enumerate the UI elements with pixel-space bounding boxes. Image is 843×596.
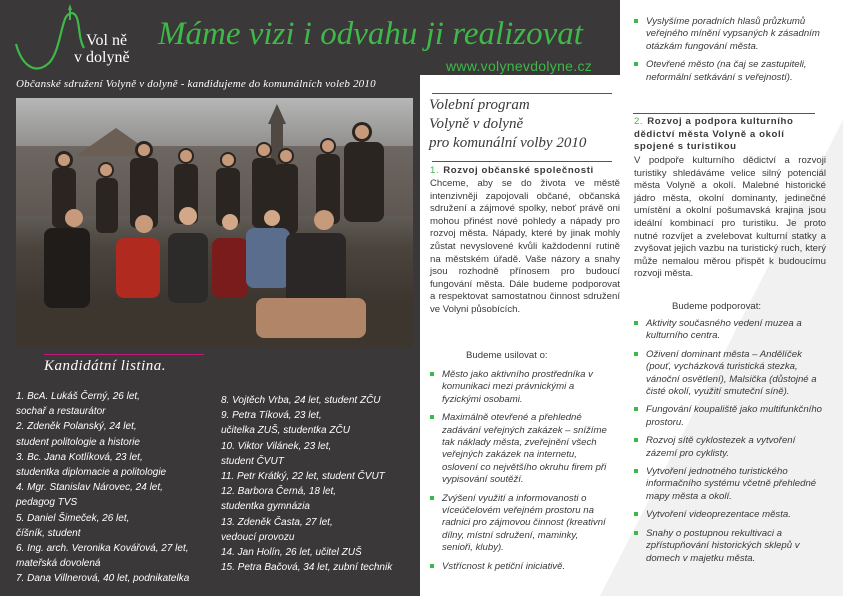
logo-wordmark	[74, 32, 130, 66]
list-item-text: Vytvoření jednotného turistického informačního systému včetně přehledné mapy města a okolí.	[646, 466, 817, 502]
candidate-line: pedagog TVS	[16, 497, 78, 509]
list-item	[430, 561, 610, 573]
list-item-text: Maximálně otevřené a přehledné zadávání veřejných zakázek – snížíme tak náklady města, zveřejnění všech veřejných zakázek na internetu, oslovení co největšího okruhu firem při vypisování soutěží.	[442, 412, 607, 486]
candidate-line: student ČVUT	[221, 455, 284, 467]
bullet-square-icon	[634, 19, 638, 23]
candidate-line: 4. Mgr. Stanislav Nárovec, 24 let,	[16, 482, 163, 494]
candidate-line: 13. Zdeněk Časta, 27 let,	[221, 516, 333, 528]
candidate-list-column-2	[221, 393, 421, 575]
bullet-square-icon	[430, 415, 434, 419]
section-2-body: V podpoře kulturního dědictví a rozvoji turistiky shledáváme velice silný potenciál města Volyně a okolí. Malebné historické jádro města, okolní dominanty, jedinečné umístění a okolní pošumavská krajina jsou ideální kombinací pro turistiku. Je proto nutné rozvíjet a zvelebovat kulturní statky a zvyšovat jejich vazbu na turistický ruch, který může nemalou měrou přispět k budoucímu rozvoji města.	[634, 155, 826, 280]
header	[0, 0, 620, 75]
list-item	[430, 369, 610, 406]
section-2-title-1: Rozvoj a podpora kulturního	[647, 116, 794, 127]
candidate-line: 14. Jan Holín, 26 let, učitel ZUŠ	[221, 547, 362, 559]
candidate-line: 11. Petr Krátký, 22 let, student ČVUT	[221, 471, 385, 483]
list-item-text: Oživení dominant města – Andělíček (pouť, vycházková turistická stezka, vánoční osvětlení), Malsička (důstojné a čisté okolí, využití smuteční síně).	[646, 348, 817, 398]
candidate-line: 9. Petra Tíková, 23 let,	[221, 410, 322, 422]
bullet-square-icon	[634, 531, 638, 535]
list-item-text: Aktivity současného vedení muzea a kulturního centra.	[646, 318, 802, 342]
candidate-title-rule	[44, 354, 204, 355]
list-item-text: Rozvoj sítě cyklostezek a vytvoření zázemí pro cyklisty.	[646, 435, 796, 459]
section-2-lead: Budeme podporovat:	[672, 301, 762, 312]
logo-line-1: Vol ně	[86, 32, 128, 49]
section-2-heading	[634, 116, 826, 154]
candidate-line: 5. Daniel Šimeček, 26 let,	[16, 512, 130, 524]
list-item-text: Vstřícnost k petiční iniciativě.	[442, 560, 566, 572]
list-item	[634, 509, 826, 521]
candidate-line: 6. Ing. arch. Veronika Kovářová, 27 let,	[16, 543, 189, 555]
bullet-square-icon	[634, 321, 638, 325]
group-photo-graphic	[16, 98, 413, 348]
list-item-text: Snahy o postupnou rekultivaci a zpřístupňování historických sklepů v domech v majetku města.	[646, 527, 800, 564]
program-title-rule-top	[432, 93, 612, 94]
list-item	[430, 493, 610, 555]
candidate-line: student politologie a historie	[16, 436, 140, 448]
list-item	[634, 16, 824, 53]
candidate-line: učitelka ZUŠ, studentka ZČU	[221, 425, 350, 437]
candidate-line: sochař a restaurátor	[16, 406, 106, 418]
section-2-title-line-2: dědictví města Volyně a okolí	[634, 128, 785, 140]
list-item-text: Vyslyšíme poradních hlasů průzkumů veřejného mínění vypsaných k zásadním otázkám fungování města.	[646, 16, 820, 52]
list-item-text: Město jako aktivního prostředníka v komunikaci mezi právnickými a fyzickými osobami.	[442, 369, 593, 405]
section-2-title-line-1	[634, 116, 826, 129]
bullet-square-icon	[430, 496, 434, 500]
program-title-line-1: Volební program	[429, 97, 530, 113]
website-link[interactable]: www.volynevdolyne.cz	[446, 58, 593, 74]
candidate-line: číšník, student	[16, 527, 81, 539]
list-item	[430, 412, 610, 486]
group-photo	[16, 98, 413, 348]
candidate-line: 15. Petra Bačová, 34 let, zubní technik	[221, 562, 393, 574]
section-1-list	[430, 369, 610, 573]
logo	[14, 4, 138, 74]
list-item	[634, 59, 824, 84]
program-title	[429, 96, 586, 153]
list-item	[634, 466, 826, 503]
candidate-line: studentka diplomacie a politologie	[16, 467, 167, 479]
section-2-number: 2.	[634, 116, 644, 127]
candidate-line: studentka gymnázia	[221, 501, 310, 513]
list-item	[634, 528, 826, 565]
section-1-lead: Budeme usilovat o:	[466, 350, 548, 361]
bullet-square-icon	[634, 512, 638, 516]
subtitle: Občanské sdružení Volyně v dolyně - kandidujeme do komunálních voleb 2010	[16, 78, 376, 90]
list-item	[634, 435, 826, 460]
bullet-square-icon	[430, 372, 434, 376]
program-title-rule-bottom	[432, 161, 612, 162]
list-item-text: Otevřené město (na čaj se zastupiteli, neformální setkávání s veřejností).	[646, 59, 807, 83]
list-item	[634, 404, 826, 429]
candidate-line: 1. BcA. Lukáš Černý, 26 let,	[16, 391, 140, 402]
bullet-square-icon	[634, 407, 638, 411]
list-item-text: Fungování koupaliště jako multifunkčního prostoru.	[646, 404, 822, 428]
candidate-line: 8. Vojtěch Vrba, 24 let, student ZČU	[221, 395, 381, 406]
section-2-list	[634, 318, 826, 565]
bullet-square-icon	[634, 62, 638, 66]
list-item	[634, 349, 826, 399]
bullet-square-icon	[634, 352, 638, 356]
section-1-number: 1.	[430, 165, 440, 176]
candidate-line: 12. Barbora Černá, 18 let,	[221, 486, 337, 498]
program-title-line-2: Volyně v dolyně	[429, 116, 524, 132]
right-top-list	[634, 16, 824, 84]
section-1-title: Rozvoj občanské společnosti	[443, 165, 594, 176]
section-1-heading	[430, 165, 594, 176]
slogan: Máme vizi i odvahu ji realizovat	[158, 16, 583, 52]
bullet-square-icon	[634, 438, 638, 442]
candidate-list-column-1	[16, 389, 216, 587]
candidate-list-title: Kandidátní listina.	[44, 358, 167, 374]
candidate-line: 3. Bc. Jana Kotlíková, 23 let,	[16, 451, 143, 463]
section-1-body: Chceme, aby se do života ve městě intenzivněji zapojovali občané, občanská sdružení a zájmové spolky, neboť právě oni mohou přinést nové pohledy a nápady pro rozvoj města. Nápady, které by jinak mohly zůstat nevyslovené kvůli každodenní rutině na městském úřadě. Vaše názory a snahy jsou rozhodně přínosem pro budoucí fungování města. Dále budeme podporovat a respektovat samostatnou činnost sdružení ve Volyni působících.	[430, 178, 620, 315]
section-2-title-line-3: spojené s turistikou	[634, 141, 737, 153]
bullet-square-icon	[634, 469, 638, 473]
list-item-text: Zvýšení využití a informovanosti o víceúčelovém veřejném prostoru na radnici pro zájmovou činnost (kreativní dílny, místní sdružení, maminky, senioři, kluby).	[442, 492, 606, 554]
candidate-line: 2. Zdeněk Polanský, 24 let,	[16, 421, 137, 433]
candidate-line: 7. Dana Villnerová, 40 let, podnikatelka	[16, 573, 190, 585]
list-item	[634, 318, 826, 343]
candidate-line: mateřská dovolená	[16, 558, 101, 570]
list-item-text: Vytvoření videoprezentace města.	[646, 509, 791, 521]
logo-line-2: v dolyně	[74, 49, 130, 66]
program-title-line-3: pro komunální volby 2010	[429, 135, 587, 151]
candidate-line: vedoucí provozu	[221, 531, 295, 543]
candidate-line: 10. Viktor Vilánek, 23 let,	[221, 440, 332, 452]
section-2-rule	[633, 113, 815, 114]
bullet-square-icon	[430, 564, 434, 568]
